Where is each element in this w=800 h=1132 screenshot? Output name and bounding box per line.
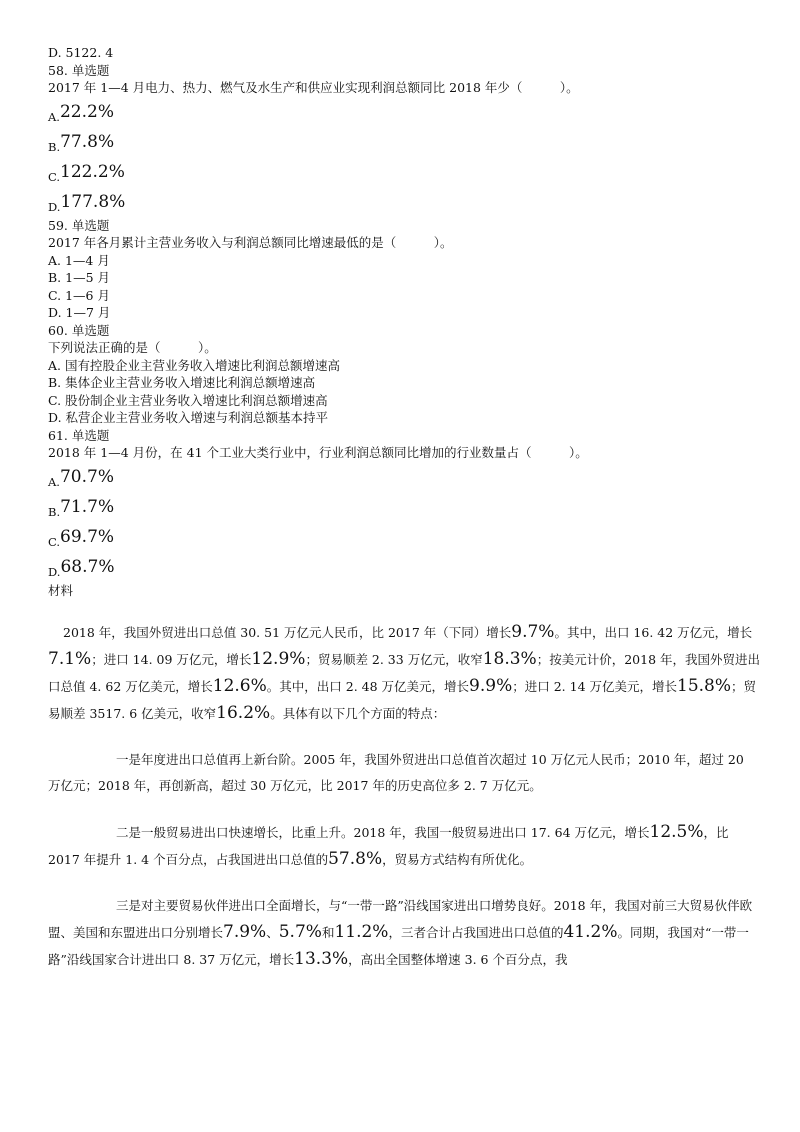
material-title: 材料 [48, 582, 74, 598]
material-paragraph-3: 二是一般贸易进出口快速增长，比重上升。2018 年，我国一般贸易进出口 17. 64 万亿元，增长12.5%，比 2017 年提升 1. 4 个百分点，占我国进出口总值的57.8%，贸易方式结构有所优化。 [48, 822, 729, 869]
q59-header: 59. 单选题 [48, 217, 110, 233]
prev-option-d: D. 5122. 4 [48, 45, 114, 60]
q58-option-c[interactable]: C.122.2% [48, 161, 125, 184]
q58-option-b[interactable]: B.77.8% [48, 131, 115, 154]
q61-option-c[interactable]: C.69.7% [48, 526, 115, 549]
material-paragraph-2: 一是年度进出口总值再上新台阶。2005 年，我国外贸进出口总值首次超过 10 万亿元人民币；2010 年，超过 20 万亿元；2018 年，再创新高，超过 30 万亿元，比 2017 年的历史高位多 2. 7 万亿元。 [48, 752, 744, 793]
material-paragraph-1: 2018 年，我国外贸进出口总值 30. 51 万亿元人民币，比 2017 年（下同）增长9.7%。其中，出口 16. 42 万亿元，增长7.1%；进口 14. 09 万亿元，增长12.9%；贸易顺差 2. 33 万亿元，收窄18.3%；按美元计价，2018 年，我国外贸进出口总值 4. 62 万亿美元，增长12.6%。其中，出口 2. 48 万亿美元，增长9.9%；进口 2. 14 万亿美元，增长15.8%；贸易顺差 3517. 6 亿美元，收窄16.2%。具体有以下几个方面的特点： [48, 622, 761, 723]
q61-option-d[interactable]: D.68.7% [48, 556, 115, 579]
q58-header: 58. 单选题 [48, 62, 110, 78]
q60-option-c[interactable]: C. 股份制企业主营业务收入增速比利润总额增速高 [48, 392, 328, 408]
q59-option-a[interactable]: A. 1—4 月 [48, 252, 110, 268]
q61-stem: 2018 年 1—4 月份，在 41 个工业大类行业中，行业利润总额同比增加的行业数量占（ ）。 [48, 445, 588, 460]
document-page [48, 44, 760, 973]
q58-stem: 2017 年 1—4 月电力、热力、燃气及水生产和供应业实现利润总额同比 2018 年少（ ）。 [48, 80, 579, 95]
q58-option-a[interactable]: A.22.2% [48, 101, 114, 124]
q61-header: 61. 单选题 [48, 427, 110, 443]
q60-option-d[interactable]: D. 私营企业主营业务收入增速与利润总额基本持平 [48, 410, 329, 425]
q59-option-d[interactable]: D. 1—7 月 [48, 305, 111, 320]
q61-option-a[interactable]: A.70.7% [48, 466, 114, 489]
q59-stem: 2017 年各月累计主营业务收入与利润总额同比增速最低的是（ ）。 [48, 235, 453, 250]
q58-option-d[interactable]: D.177.8% [48, 191, 126, 214]
q60-stem: 下列说法正确的是（ ）。 [48, 340, 217, 355]
material-paragraph-4: 三是对主要贸易伙伴进出口全面增长，与“一带一路”沿线国家进出口增势良好。2018 年，我国对前三大贸易伙伴欧盟、美国和东盟进出口分别增长7.9%、5.7%和11.2%，三者合计占我国进出口总值的41.2%。同期，我国对“一带一路”沿线国家合计进出口 8. 37 万亿元，增长13.3%，高出全国整体增速 3. 6 个百分点，我 [48, 898, 753, 969]
q60-option-b[interactable]: B. 集体企业主营业务收入增速比利润总额增速高 [48, 375, 316, 390]
q59-option-b[interactable]: B. 1—5 月 [48, 270, 111, 285]
q61-option-b[interactable]: B.71.7% [48, 496, 115, 519]
q60-option-a[interactable]: A. 国有控股企业主营业务收入增速比利润总额增速高 [48, 357, 340, 373]
q59-option-c[interactable]: C. 1—6 月 [48, 287, 110, 303]
q60-header: 60. 单选题 [48, 322, 110, 338]
